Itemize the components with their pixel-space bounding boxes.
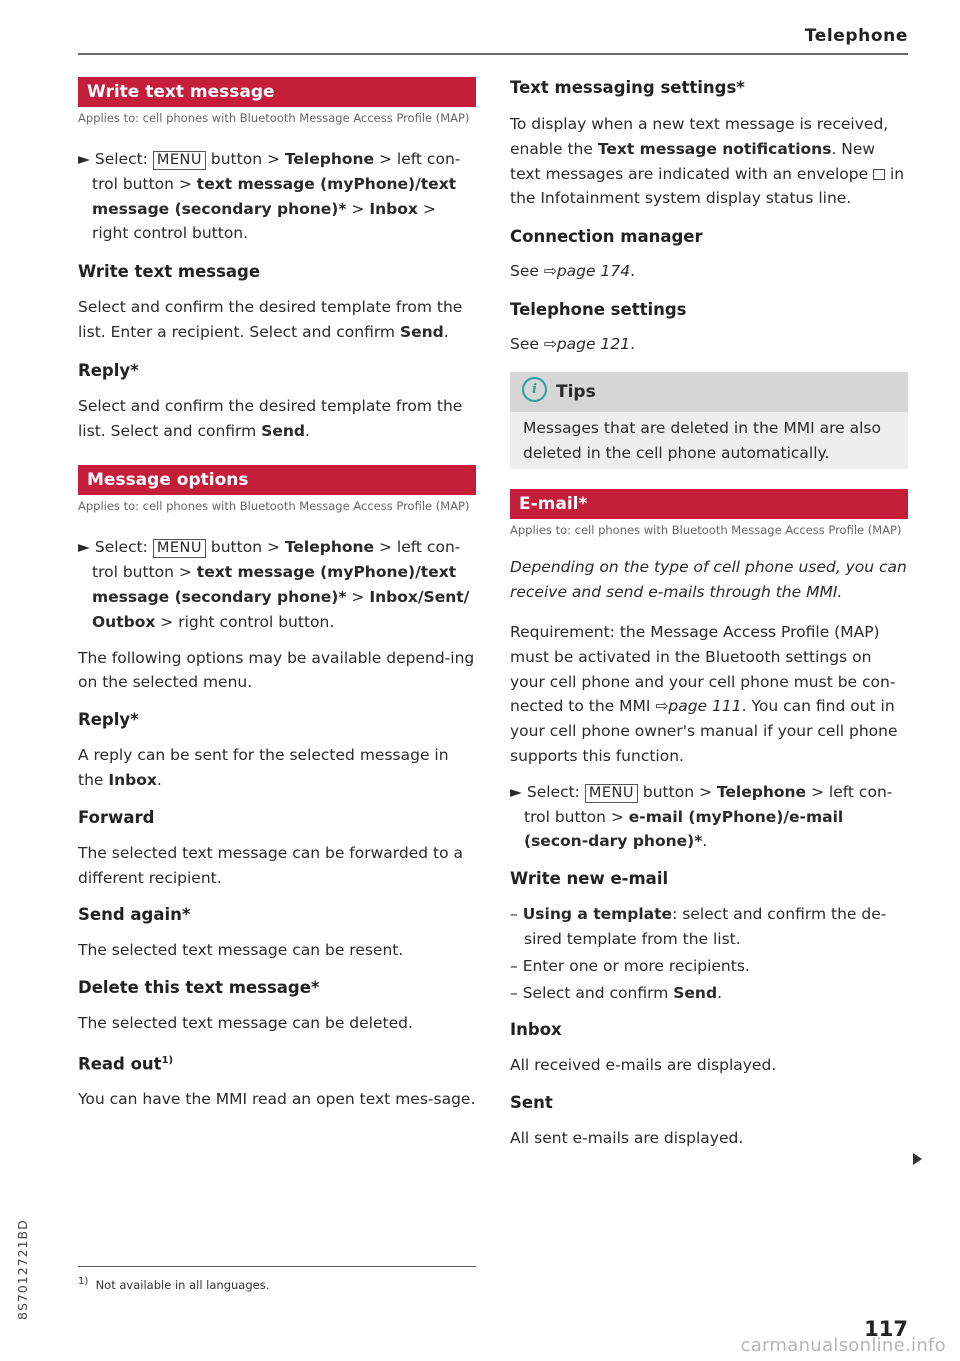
menu-path: ► Select: MENU button > Telephone > left con-trol button > text message (myPhone)/text message (secondary phone)* > Inbox/Sent/ Outbox > right control button. [78,538,470,631]
paragraph: Requirement: the Message Access Profile (MAP) must be activated in the Bluetooth settings on your cell phone and your cell phone must be con-nected to the MMI ⇨page 111. You can find out in your cell phone owner's manual if your cell phone supports this function. [510,622,898,765]
subheading: Sent [510,1093,553,1113]
footnote-rule [78,1266,476,1267]
subheading: Reply* [78,710,139,730]
paragraph: Select and confirm the desired template from the list. Select and confirm Send. [78,396,463,440]
subheading: Write text message [78,262,261,282]
applies-note: Applies to: cell phones with Bluetooth Message Access Profile (MAP) [78,111,470,125]
left-column [78,77,476,1112]
subheading: Reply* [78,360,139,380]
menu-key: MENU [153,151,206,170]
menu-key: MENU [585,784,638,803]
paragraph: To display when a new text message is received, enable the Text message notifications. New text messages are indicated with an envelope in the Infotainment system display status line. [510,115,905,208]
section-title: Telephone [804,26,908,46]
list-item: – Using a template: select and confirm the de-sired template from the list. [510,905,887,948]
arrow-icon: ⇨ [543,262,557,281]
subheading: Telephone settings [510,299,687,319]
right-column [510,77,908,1151]
paragraph: The following options may be available depend-ing on the selected menu. [78,648,475,692]
intro-paragraph: Depending on the type of cell phone used, you can receive and send e-mails through the MMI. [510,558,907,602]
arrow-icon: ⇨ [655,697,669,716]
paragraph: The selected text message can be forwarded to a different recipient. [78,843,464,887]
paragraph: You can have the MMI read an open text mes-sage. [78,1090,476,1109]
document-code: 8S7012721BD [15,1219,30,1320]
list-item: – Enter one or more recipients. [510,956,750,975]
tips-body: Messages that are deleted in the MMI are also deleted in the cell phone automatically. [510,412,908,470]
footnote-ref: 1) [161,1054,174,1066]
page-link[interactable]: page 121 [556,334,631,353]
subheading: Delete this text message* [78,978,320,998]
tips-header: i Tips [510,372,908,412]
page-number: 117 [864,1317,908,1341]
applies-note: Applies to: cell phones with Bluetooth Message Access Profile (MAP) [510,523,902,538]
paragraph: The selected text message can be resent. [78,941,404,960]
paragraph: See ⇨page 121. [510,334,636,353]
header-rule [78,53,908,55]
subheading: Send again* [78,905,191,925]
subheading: Write new e-mail [510,869,669,889]
paragraph: The selected text message can be deleted. [78,1014,413,1033]
paragraph: See ⇨page 174. [510,262,636,281]
paragraph: All sent e-mails are displayed. [510,1129,744,1148]
write-text-message-heading: Write text message [78,77,476,107]
subheading: Connection manager [510,227,703,247]
subheading: Forward [78,807,155,827]
bullet-icon: ► [510,782,522,801]
continue-arrow-icon [913,1153,922,1165]
message-options-heading: Message options [78,465,476,495]
menu-path: ► Select: MENU button > Telephone > left con-trol button > text message (myPhone)/text message (secondary phone)* > Inbox > right control button. [78,150,461,243]
applies-note: Applies to: cell phones with Bluetooth Message Access Profile (MAP) [78,499,470,514]
paragraph: All received e-mails are displayed. [510,1056,777,1075]
info-icon: i [522,377,547,402]
list-item: – Select and confirm Send. [510,983,722,1002]
bullet-icon: ► [78,538,90,557]
envelope-icon [873,169,885,180]
bullet-icon: ► [78,150,90,168]
paragraph: A reply can be sent for the selected message in the Inbox. [78,746,449,789]
tips-box [510,372,908,470]
subheading: Text messaging settings* [510,78,745,97]
watermark: carmanualsonline.info [740,1335,946,1356]
subheading: Read out$^{1)}$ [78,1054,174,1074]
page-link[interactable]: page 174 [556,262,631,281]
email-heading: E-mail* [510,489,908,519]
paragraph: Select and confirm the desired template from the list. Enter a recipient. Select and confirm Send. [78,298,463,341]
footnote: $^{1)}$ Not available in all languages. [78,1276,270,1292]
menu-key: MENU [153,539,206,558]
arrow-icon: ⇨ [543,334,557,353]
page-link[interactable]: page 111 [668,697,742,716]
subheading: Inbox [510,1020,562,1040]
menu-path: ► Select: MENU button > Telephone > left con-trol button > e-mail (myPhone)/e-mail (secon-dary phone)*. [510,782,893,851]
